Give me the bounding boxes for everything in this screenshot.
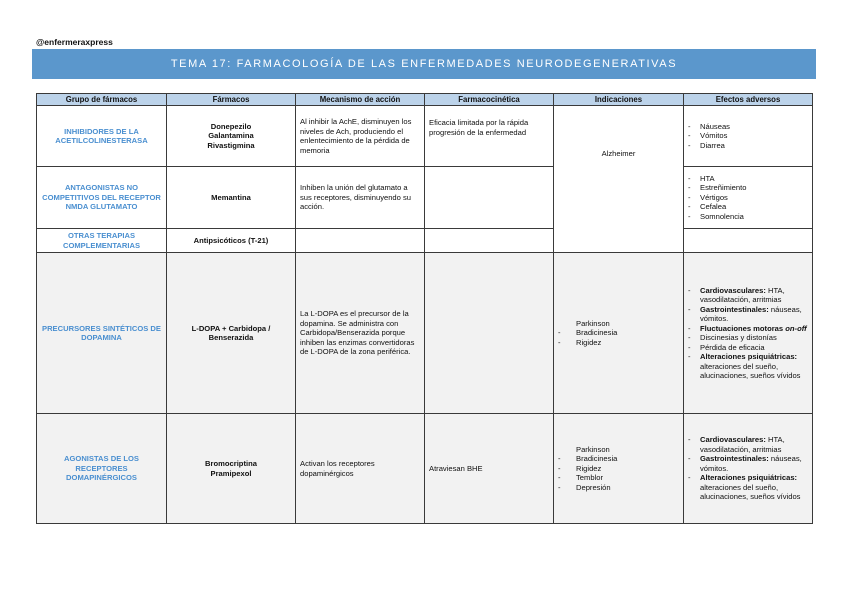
mechanism-cell: Inhiben la unión del glutamato a sus receptores, disminuyendo su acción. (296, 167, 425, 229)
adverse-cell (684, 106, 813, 167)
pk-cell (425, 229, 554, 253)
adverse-cell (684, 167, 813, 229)
adverse-item: - Discinesias y distonías (688, 333, 808, 343)
adverse-item: - Pérdida de eficacia (688, 343, 808, 353)
adverse-detail: náuseas, vómitos. (700, 304, 802, 323)
adverse-item: - Náuseas (688, 122, 808, 132)
indication-cell-alzheimer: Alzheimer (554, 106, 684, 253)
indication-cell (554, 253, 684, 414)
pk-cell (425, 167, 554, 229)
adverse-category-italic: on-off (785, 323, 807, 333)
adverse-item: - Estreñimiento (688, 183, 808, 193)
indication-item: - Temblor (558, 473, 679, 483)
drug-name: Antipsicóticos (T-21) (193, 235, 269, 245)
drug-name: L-DOPA + Carbidopa / Benserazida (191, 323, 271, 342)
title-banner (32, 49, 816, 79)
group-cell: AGONISTAS DE LOS RECEPTORES DOMAPINÉRGICOS (37, 414, 167, 524)
drugs-cell (167, 253, 296, 414)
drug-name: Bromocriptina (205, 459, 257, 468)
indication-item: - Depresión (558, 483, 679, 493)
col-header-drugs: Fármacos (167, 94, 296, 106)
adverse-category: Alteraciones psiquiátricas: (700, 473, 798, 483)
adverse-detail: alteraciones del sueño, alucinaciones, sueños vívidos (700, 482, 801, 502)
group-cell: INHIBIDORES DE LA ACETILCOLINESTERASA (37, 106, 167, 167)
page-title: TEMA 17: FARMACOLOGÍA DE LAS ENFERMEDADES NEURODEGENERATIVAS (170, 58, 678, 70)
pharmacology-table (36, 93, 813, 524)
table-row (37, 414, 813, 524)
adverse-category: Gastrointestinales: (700, 454, 769, 464)
table-row (37, 229, 813, 253)
adverse-item: - Cefalea (688, 202, 808, 212)
adverse-category: Fluctuaciones motoras (700, 323, 784, 333)
adverse-item: - Vómitos (688, 131, 808, 141)
adverse-item (688, 352, 808, 381)
indication-item: - Rigidez (558, 338, 679, 348)
adverse-category: Cardiovasculares: (700, 285, 766, 295)
col-header-adverse-effects: Efectos adversos (684, 94, 813, 106)
adverse-detail: HTA, vasodilatación, arritmias (700, 285, 785, 304)
adverse-item (688, 435, 808, 454)
adverse-detail: HTA, vasodilatación, arritmias (700, 435, 785, 454)
drug-name: Donepezilo (210, 121, 252, 131)
author-handle: @enfermeraxpress (36, 37, 113, 47)
drug-name: Pramipexol (210, 468, 252, 478)
adverse-item (688, 473, 808, 502)
adverse-detail: náuseas, vómitos. (700, 454, 802, 473)
table-row (37, 167, 813, 229)
drugs-cell (167, 229, 296, 253)
pk-cell: Atraviesan BHE (425, 414, 554, 524)
header-row (37, 94, 813, 106)
adverse-item (688, 324, 808, 334)
adverse-category: Cardiovasculares: (700, 435, 766, 445)
adverse-cell (684, 229, 813, 253)
drugs-cell (167, 414, 296, 524)
indication-cell (554, 414, 684, 524)
group-cell: PRECURSORES SINTÉTICOS DE DOPAMINA (37, 253, 167, 414)
adverse-cell (684, 253, 813, 414)
drugs-cell (167, 106, 296, 167)
group-cell: ANTAGONISTAS NO COMPETITIVOS DEL RECEPTOR NMDA GLUTAMATO (37, 167, 167, 229)
indication-title: Parkinson (576, 444, 610, 454)
indication-item: - Bradicinesia (558, 454, 679, 464)
adverse-item (688, 454, 808, 473)
adverse-item (688, 305, 808, 324)
pk-cell (425, 253, 554, 414)
col-header-pharmacokinetics: Farmacocinética (425, 94, 554, 106)
adverse-item (688, 286, 808, 305)
adverse-item: - HTA (688, 174, 808, 184)
adverse-detail: alteraciones del sueño, alucinaciones, sueños vívidos (700, 361, 801, 380)
pk-cell: Eficacia limitada por la rápida progresión de la enfermedad (425, 106, 554, 167)
drug-name: Memantina (211, 192, 251, 202)
col-header-indications: Indicaciones (554, 94, 684, 106)
group-cell: OTRAS TERAPIAS COMPLEMENTARIAS (37, 229, 167, 253)
drugs-cell (167, 167, 296, 229)
drug-name: Galantamina (208, 131, 254, 141)
table-row (37, 106, 813, 167)
indication-item: - Bradicinesia (558, 328, 679, 338)
adverse-item: - Somnolencia (688, 212, 808, 222)
drug-name: Rivastigmina (207, 140, 255, 150)
adverse-category: Alteraciones psiquiátricas: (700, 352, 798, 361)
mechanism-cell: Al inhibir la AchE, disminuyen los niveles de Ach, produciendo el enlentecimiento de la pérdida de memoria (296, 106, 425, 167)
indication-title: Parkinson (576, 318, 610, 328)
mechanism-cell (296, 229, 425, 253)
mechanism-cell: La L-DOPA es el precursor de la dopamina. Se administra con Carbidopa/Benserazida porque inhiben las enzimas convertidoras de L-DOPA de la zona periférica. (296, 253, 425, 414)
col-header-group: Grupo de fármacos (37, 94, 167, 106)
adverse-item: - Diarrea (688, 141, 808, 151)
adverse-item: - Vértigos (688, 193, 808, 203)
table-row (37, 253, 813, 414)
col-header-mechanism: Mecanismo de acción (296, 94, 425, 106)
adverse-cell (684, 414, 813, 524)
adverse-category: Gastrointestinales: (700, 304, 769, 314)
mechanism-cell: Activan los receptores dopaminérgicos (296, 414, 425, 524)
indication-item: - Rigidez (558, 464, 679, 474)
